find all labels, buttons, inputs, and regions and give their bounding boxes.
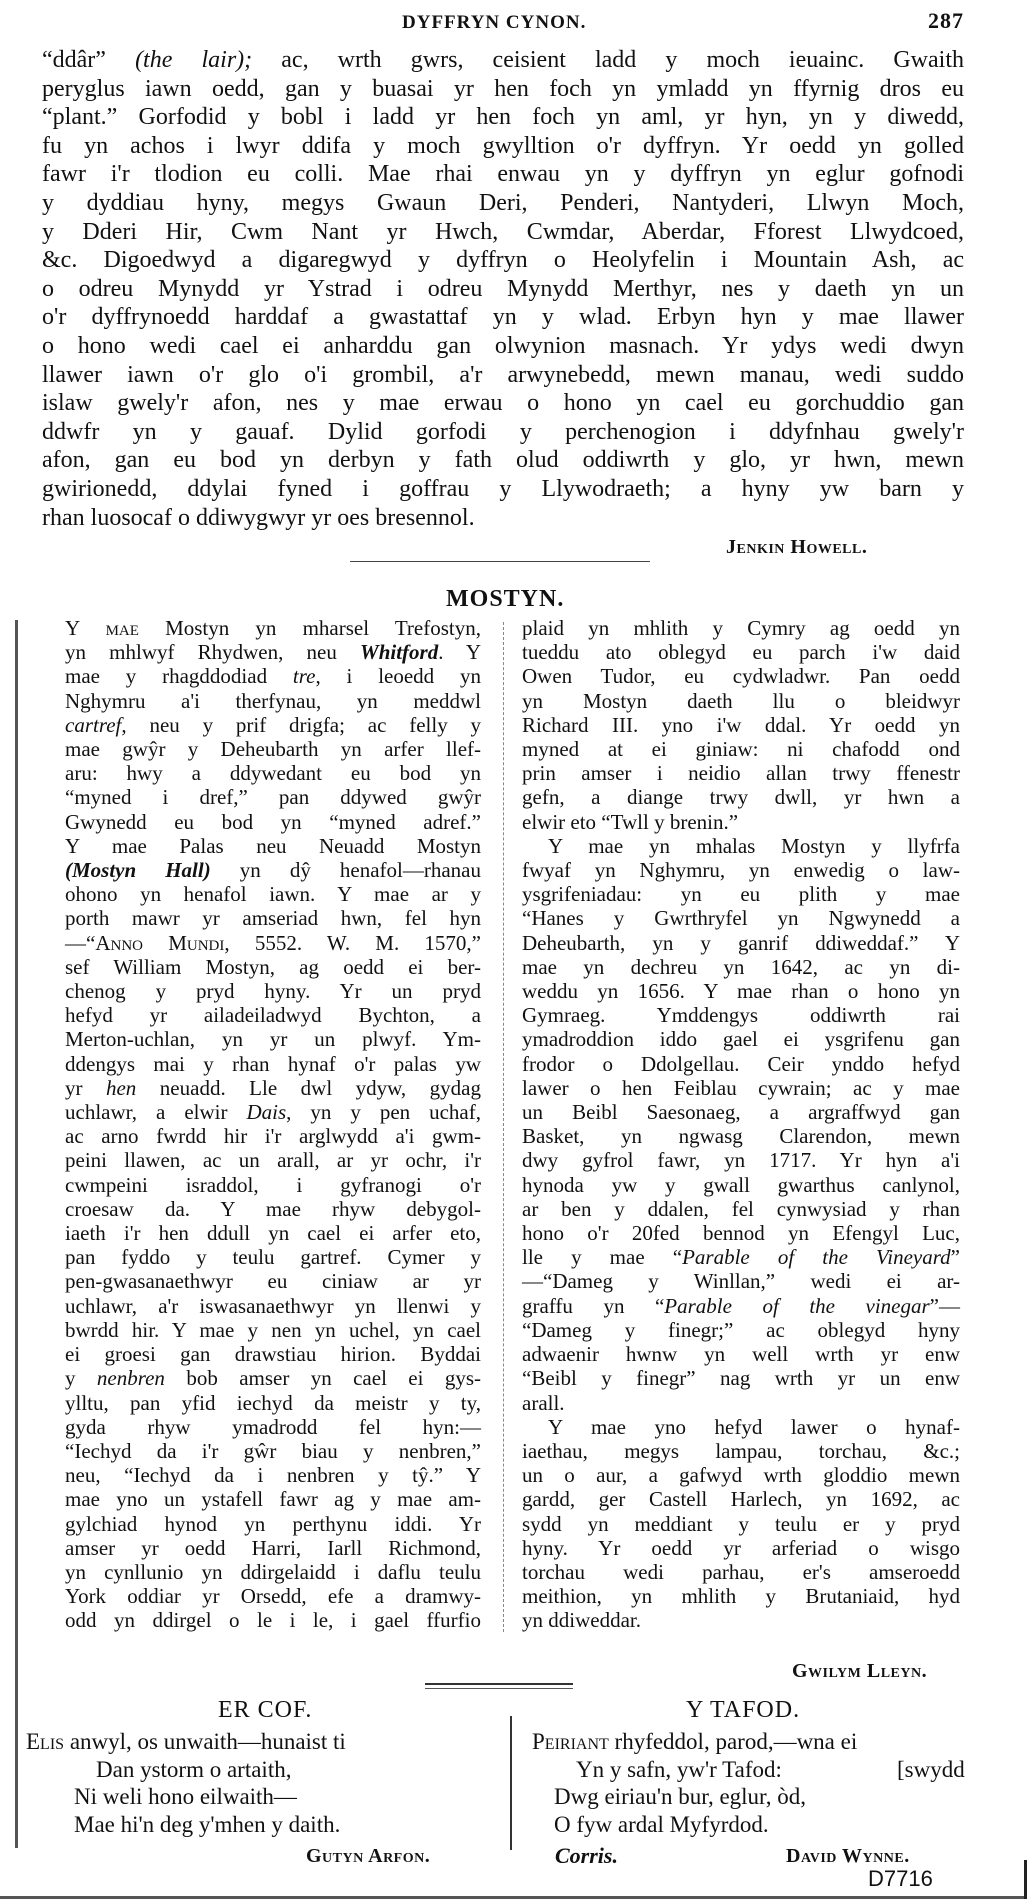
mostyn-author: Gwilym Lleyn. <box>792 1660 928 1682</box>
text-line: cwmpeini israddol, i gyfranogi o'r <box>65 1172 481 1197</box>
text-line: ac arno fwrdd hir i'r arglwydd a'i gwm- <box>65 1124 481 1149</box>
text-line <box>42 46 964 75</box>
text-line: ohono yn henafol iawn. Y mae ar y <box>65 882 481 907</box>
text-line: porth mawr yr amseriad hwn, fel hyn <box>65 906 481 931</box>
text-line: sydd yn meddiant y teulu er y pryd <box>522 1511 960 1536</box>
text-line: ylltu, pan yfid iechyd da meistr y ty, <box>65 1390 481 1415</box>
styled-text-span: Whitford <box>360 640 439 665</box>
text-line: aru: hwy a ddywedant eu bod yn <box>65 761 481 786</box>
text-line: peini llawen, ac un arall, ar yr ochr, i'r <box>65 1148 481 1173</box>
text-line: dwy gyfrol fawr, yn 1717. Yr hyn a'i <box>522 1148 960 1173</box>
poem-line-text: Yn y safn, yw'r Tafod: <box>576 1756 782 1782</box>
text-line: gyda rhyw ymadrodd fel hyn:— <box>65 1414 481 1439</box>
mostyn-right-column <box>522 616 960 1633</box>
styled-text-span: hen <box>105 1075 137 1100</box>
text-span: ”— <box>929 1293 960 1318</box>
text-line: frodor o Ddolgellau. Ceir ynddo hefyd <box>522 1051 960 1076</box>
text-line <box>522 1245 960 1269</box>
text-line: yn ddiweddar. <box>522 1608 641 1633</box>
text-line: Basket, yn ngwasg Clarendon, mewn <box>522 1124 960 1149</box>
text-line <box>65 931 481 955</box>
styled-text-span: Parable of the vinegar <box>664 1293 930 1318</box>
poem-line: O fyw ardal Myfyrdod. <box>554 1811 769 1837</box>
text-line: pan fyddo y teulu gartref. Cymer y <box>65 1245 481 1270</box>
text-line <box>65 858 481 882</box>
mostyn-left-column <box>65 616 481 1633</box>
text-line: pen-gwasanaethwyr eu ciniaw ar yr <box>65 1269 481 1294</box>
text-span: y <box>65 1366 97 1391</box>
text-line: torchau wedi parhau, er's amseroedd <box>522 1559 960 1584</box>
text-line <box>65 1076 481 1100</box>
text-line: ei groesi gan drawstiau hirion. Byddai <box>65 1342 481 1367</box>
text-line: yn Mostyn daeth llu o bleidwyr <box>522 688 960 713</box>
styled-text-span: (the lair); <box>135 47 253 73</box>
text-line: yn cynllunio yn ddirgelaidd i daflu teulu <box>65 1559 481 1584</box>
text-line: “plant.” Gorfodid y bobl i ladd yr hen foch yn aml, yr hyn, yn y diwedd, <box>42 104 964 131</box>
poem-y-tafod-title: Y TAFOD. <box>686 1697 801 1723</box>
text-line: mae yn dechreu yn 1642, ac yn di- <box>522 954 960 979</box>
text-line: llawer iawn o'r glo o'i grombil, a'r arwynebedd, mewn manau, wedi suddo <box>42 361 964 388</box>
poem-line <box>26 1728 346 1756</box>
text-line: plaid yn mhlith y Cymry ag oedd yn <box>522 616 960 640</box>
text-span: yn mhlwyf Rhydwen, neu <box>65 640 361 665</box>
text-line: hono o'r 20fed bennod yn Efengyl Luc, <box>522 1221 960 1246</box>
text-line: &c. Digoedwyd a digaregwyd y dyffryn o Heolyfelin i Mountain Ash, ac <box>42 247 964 274</box>
text-line: lawer o hen Feiblau cywrain; ac y mae <box>522 1075 960 1100</box>
text-line: gardd, ger Castell Harlech, yn 1692, ac <box>522 1487 960 1512</box>
text-span: neuadd. Lle dwl ydyw, gydag <box>136 1075 481 1100</box>
text-line: fawr i'r tlodion eu colli. Mae rhai enwau yn y dyffryn yn eglur gofnodi <box>42 161 964 188</box>
text-line: Gwynedd eu bod yn “myned adref.” <box>65 809 481 834</box>
poem-line: Ni weli hono eilwaith— <box>74 1784 297 1809</box>
styled-text-span: mae <box>105 616 139 640</box>
poem-turnover-word: [swydd <box>897 1756 965 1782</box>
styled-text-span: nenbren <box>96 1366 165 1391</box>
section-divider <box>350 561 650 562</box>
text-line: ysgrifeniadau: yn eu plith y mae <box>522 882 960 907</box>
text-span: mae y rhagddodiad <box>65 664 293 689</box>
text-line: hyny. Yr oedd yr arferiad o wisgo <box>522 1535 960 1560</box>
text-span: ” <box>950 1245 960 1270</box>
text-line: tueddu ato oblegyd eu parch i'w daid <box>522 640 960 665</box>
text-line: gylchiad hynod yn perthynu iddi. Yr <box>65 1511 481 1536</box>
text-line: “myned i dref,” pan ddywed gwŷr <box>65 785 481 810</box>
page-number: 287 <box>928 8 964 33</box>
text-line: amser yr oedd Harri, Iarll Richmond, <box>65 1535 481 1560</box>
text-line: Y mae yn mhalas Mostyn y llyfrfa <box>548 833 960 858</box>
top-article-author: Jenkin Howell. <box>726 536 868 558</box>
text-line: Y mae yno hefyd lawer o hynaf- <box>548 1414 960 1439</box>
styled-text-span: cartref <box>65 712 122 737</box>
text-line <box>65 664 481 688</box>
text-span: ac, wrth gwrs, ceisient ladd y moch ieuainc. Gwaith <box>252 47 964 73</box>
poem-line <box>532 1728 972 1756</box>
text-line: Gymraeg. Ymddengys oddiwrth rai <box>522 1003 960 1028</box>
text-line: o'r dyffrynoedd harddaf a gwastattaf yn y wlad. Erbyn hyn y mae llawer <box>42 304 964 331</box>
poem-first-word: Elis <box>26 1729 65 1754</box>
text-span: lle y mae “ <box>522 1245 683 1270</box>
text-line: bwrdd hir. Y mae y nen yn uchel, yn cael <box>65 1317 481 1342</box>
poem-y-tafod-place: Corris. <box>555 1843 618 1868</box>
text-line: iaethau, megys lampau, torchau, &c.; <box>522 1438 960 1463</box>
text-line: Merton-uchlan, yn yr un plwyf. Ym- <box>65 1027 481 1052</box>
catalog-code: D7716 <box>868 1866 933 1891</box>
text-line <box>65 1366 481 1390</box>
styled-text-span: (Mostyn Hall) <box>65 858 211 883</box>
text-span: yr <box>65 1075 106 1100</box>
poem-line: Mae hi'n deg y'mhen y daith. <box>74 1811 341 1837</box>
text-line: prin amser i neidio allan trwy ffenestr <box>522 761 960 786</box>
text-line: Nghymru a'i therfynau, yn meddwl <box>65 688 481 713</box>
poem-er-cof-title: ER COF. <box>218 1697 313 1723</box>
text-line: ar ben y ddalen, fel cynwysiad y rhan <box>522 1196 960 1221</box>
text-line: y Dderi Hir, Cwm Nant yr Hwch, Cwmdar, Aberdar, Fforest Llwydcoed, <box>42 218 964 245</box>
text-line: Deheubarth, yn y ganrif ddiweddaf.” Y <box>522 930 960 955</box>
text-line: myned at ei giniaw: ni chafodd ond <box>522 737 960 762</box>
poem-line: Dan ystorm o artaith, <box>96 1756 292 1782</box>
text-line: islaw gwely'r afon, nes y mae erwau o hono yn cael eu gorchuddio gan <box>42 390 964 417</box>
text-line: rhan luosocaf o ddiwygwyr yr oes bresennol. <box>42 504 475 531</box>
text-line: hefyd yr ailadeiladwyd Bychton, a <box>65 1003 481 1028</box>
text-line: weddu yn 1656. Y mae rhan o hono yn <box>522 979 960 1004</box>
text-line: elwir eto “Twll y brenin.” <box>522 809 739 834</box>
top-article-text <box>42 46 964 532</box>
text-line: o odreu Mynydd yr Ystrad i odreu Mynydd Merthyr, nes y daeth yn un <box>42 275 964 302</box>
text-span: , neu y prif drigfa; ac felly y <box>121 712 481 737</box>
text-span: . Y <box>438 640 481 665</box>
text-line: y dyddiau hyny, megys Gwaun Deri, Penderi, Nantyderi, Llwyn Moch, <box>42 189 964 216</box>
text-span: “ddâr” <box>42 47 136 73</box>
text-line: fu yn achos i lwyr ddifa y moch gwylltion o'r dyffryn. Yr oedd yn golled <box>42 132 964 159</box>
poem-er-cof-author: Gutyn Arfon. <box>306 1845 431 1867</box>
text-line: Owen Tudor, eu cydwladwr. Pan oedd <box>522 664 960 689</box>
text-line <box>65 616 481 640</box>
text-line: o hono wedi cael ei anharddu gan olwynion masnach. Yr ydys wedi dwyn <box>42 332 964 359</box>
text-line <box>65 640 481 664</box>
text-line: gefn, a diange trwy dwll, yr hwn a <box>522 785 960 810</box>
text-line <box>65 1100 481 1124</box>
text-line: uchlawr, a'r iswasanaethwyr yn llenwi y <box>65 1293 481 1318</box>
text-line: meithion, yn mhlith y Brutaniaid, hyd <box>522 1584 960 1609</box>
text-line: peryglus iawn oedd, gan y buasai yr hen foch yn ymladd yn ffyrnig dros eu <box>42 75 964 102</box>
poem-y-tafod-author: David Wynne. <box>786 1845 910 1867</box>
text-span: , yn y pen uchaf, <box>286 1100 481 1125</box>
text-line: sef William Mostyn, ag oedd ei ber- <box>65 954 481 979</box>
text-line: York oddiar yr Orsedd, efe a dramwy- <box>65 1584 481 1609</box>
text-line: gwirionedd, ddylai fyned i goffrau y Llywodraeth; a hyny yw barn y <box>42 475 964 502</box>
text-line: croesaw da. Y mae rhyw debygol- <box>65 1196 481 1221</box>
text-line: mae gwŷr y Deheubarth yn arfer llef- <box>65 737 481 762</box>
styled-text-span: tre <box>292 664 316 689</box>
poem-y-tafod-body <box>532 1728 972 1838</box>
text-span: Mostyn yn mharsel Trefostyn, <box>138 616 481 640</box>
text-line: fwyaf yn Nghymru, yn enwedig o law- <box>522 858 960 883</box>
text-line: mae yno un ystafell fawr ag y mae am- <box>65 1487 481 1512</box>
page-edge-border <box>15 620 18 1848</box>
styled-text-span: Anno Mundi <box>95 930 225 955</box>
text-line: iaeth i'r hen ddull yn cael ei arfer eto, <box>65 1221 481 1246</box>
text-span: , i leoedd yn <box>315 664 481 689</box>
text-span: —“ <box>65 930 96 955</box>
mostyn-title: MOSTYN. <box>446 586 565 612</box>
text-line: ddwfr yn y gauaf. Dylid gorfodi y perchenogion i ddyfnhau gwely'r <box>42 418 964 445</box>
poem-line: Dwg eiriau'n bur, eglur, òd, <box>554 1784 807 1809</box>
text-line: “Beibl y finegr” nag wrth yr un enw <box>522 1366 960 1391</box>
poem-line <box>532 1756 972 1784</box>
poem-line-text: anwyl, os unwaith—hunaist ti <box>64 1729 346 1754</box>
text-line <box>522 1294 960 1318</box>
text-line: un o aur, a gafwyd wrth gloddio mewn <box>522 1463 960 1488</box>
text-line: ymadroddion iddo gael ei ysgrifenu gan <box>522 1027 960 1052</box>
double-rule-divider <box>425 1683 573 1689</box>
text-line <box>65 713 481 737</box>
text-line: “Dameg y finegr;” ac oblegyd hyny <box>522 1317 960 1342</box>
text-line: ddengys mai y rhan hynaf o'r palas yw <box>65 1051 481 1076</box>
poem-line-text: rhyfeddol, parod,—wna ei <box>608 1729 858 1754</box>
text-line: adwaenir hwnw yn well wrth yr enw <box>522 1342 960 1367</box>
text-span: bob amser yn cael ei gys- <box>164 1366 482 1391</box>
text-span: , 5552. W. M. 1570,” <box>224 930 481 955</box>
text-line: Richard III. yno i'w ddal. Yr oedd yn <box>522 712 960 737</box>
text-span: uchlawr, a elwir <box>65 1100 247 1125</box>
styled-text-span: Parable of the Vineyard <box>682 1245 951 1270</box>
running-title: DYFFRYN CYNON. <box>402 12 587 33</box>
text-span: graffu yn “ <box>522 1293 665 1318</box>
text-line: odd yn ddirgel o le i le, i gael ffurfio <box>65 1608 481 1633</box>
text-line: neu, “Iechyd da i nenbren y tŷ.” Y <box>65 1463 481 1488</box>
text-line: un Beibl Saesonaeg, a argraffwyd gan <box>522 1100 960 1125</box>
text-span: Y <box>65 616 106 640</box>
text-line: Y mae Palas neu Neuadd Mostyn <box>65 833 481 858</box>
column-divider <box>503 622 504 1632</box>
text-line: chenog y pryd hyny. Yr un pryd <box>65 979 481 1004</box>
text-line: “Iechyd da i'r gŵr biau y nenbren,” <box>65 1438 481 1463</box>
styled-text-span: Dais <box>246 1100 287 1125</box>
text-line: hynoda yw y gwall gwarthus canlynol, <box>522 1172 960 1197</box>
text-line: “Hanes y Gwrthryfel yn Ngwynedd a <box>522 906 960 931</box>
poem-divider <box>510 1716 512 1850</box>
text-span: yn dŷ henafol—rhanau <box>210 858 482 883</box>
text-line: afon, gan eu bod yn derbyn y fath olud oddiwrth y glo, yr hwn, mewn <box>42 447 964 474</box>
poem-first-word: Peiriant <box>532 1729 609 1754</box>
text-line: —“Dameg y Winllan,” wedi ei ar- <box>522 1269 960 1294</box>
poem-er-cof-body <box>26 1728 346 1838</box>
text-line: arall. <box>522 1390 565 1415</box>
